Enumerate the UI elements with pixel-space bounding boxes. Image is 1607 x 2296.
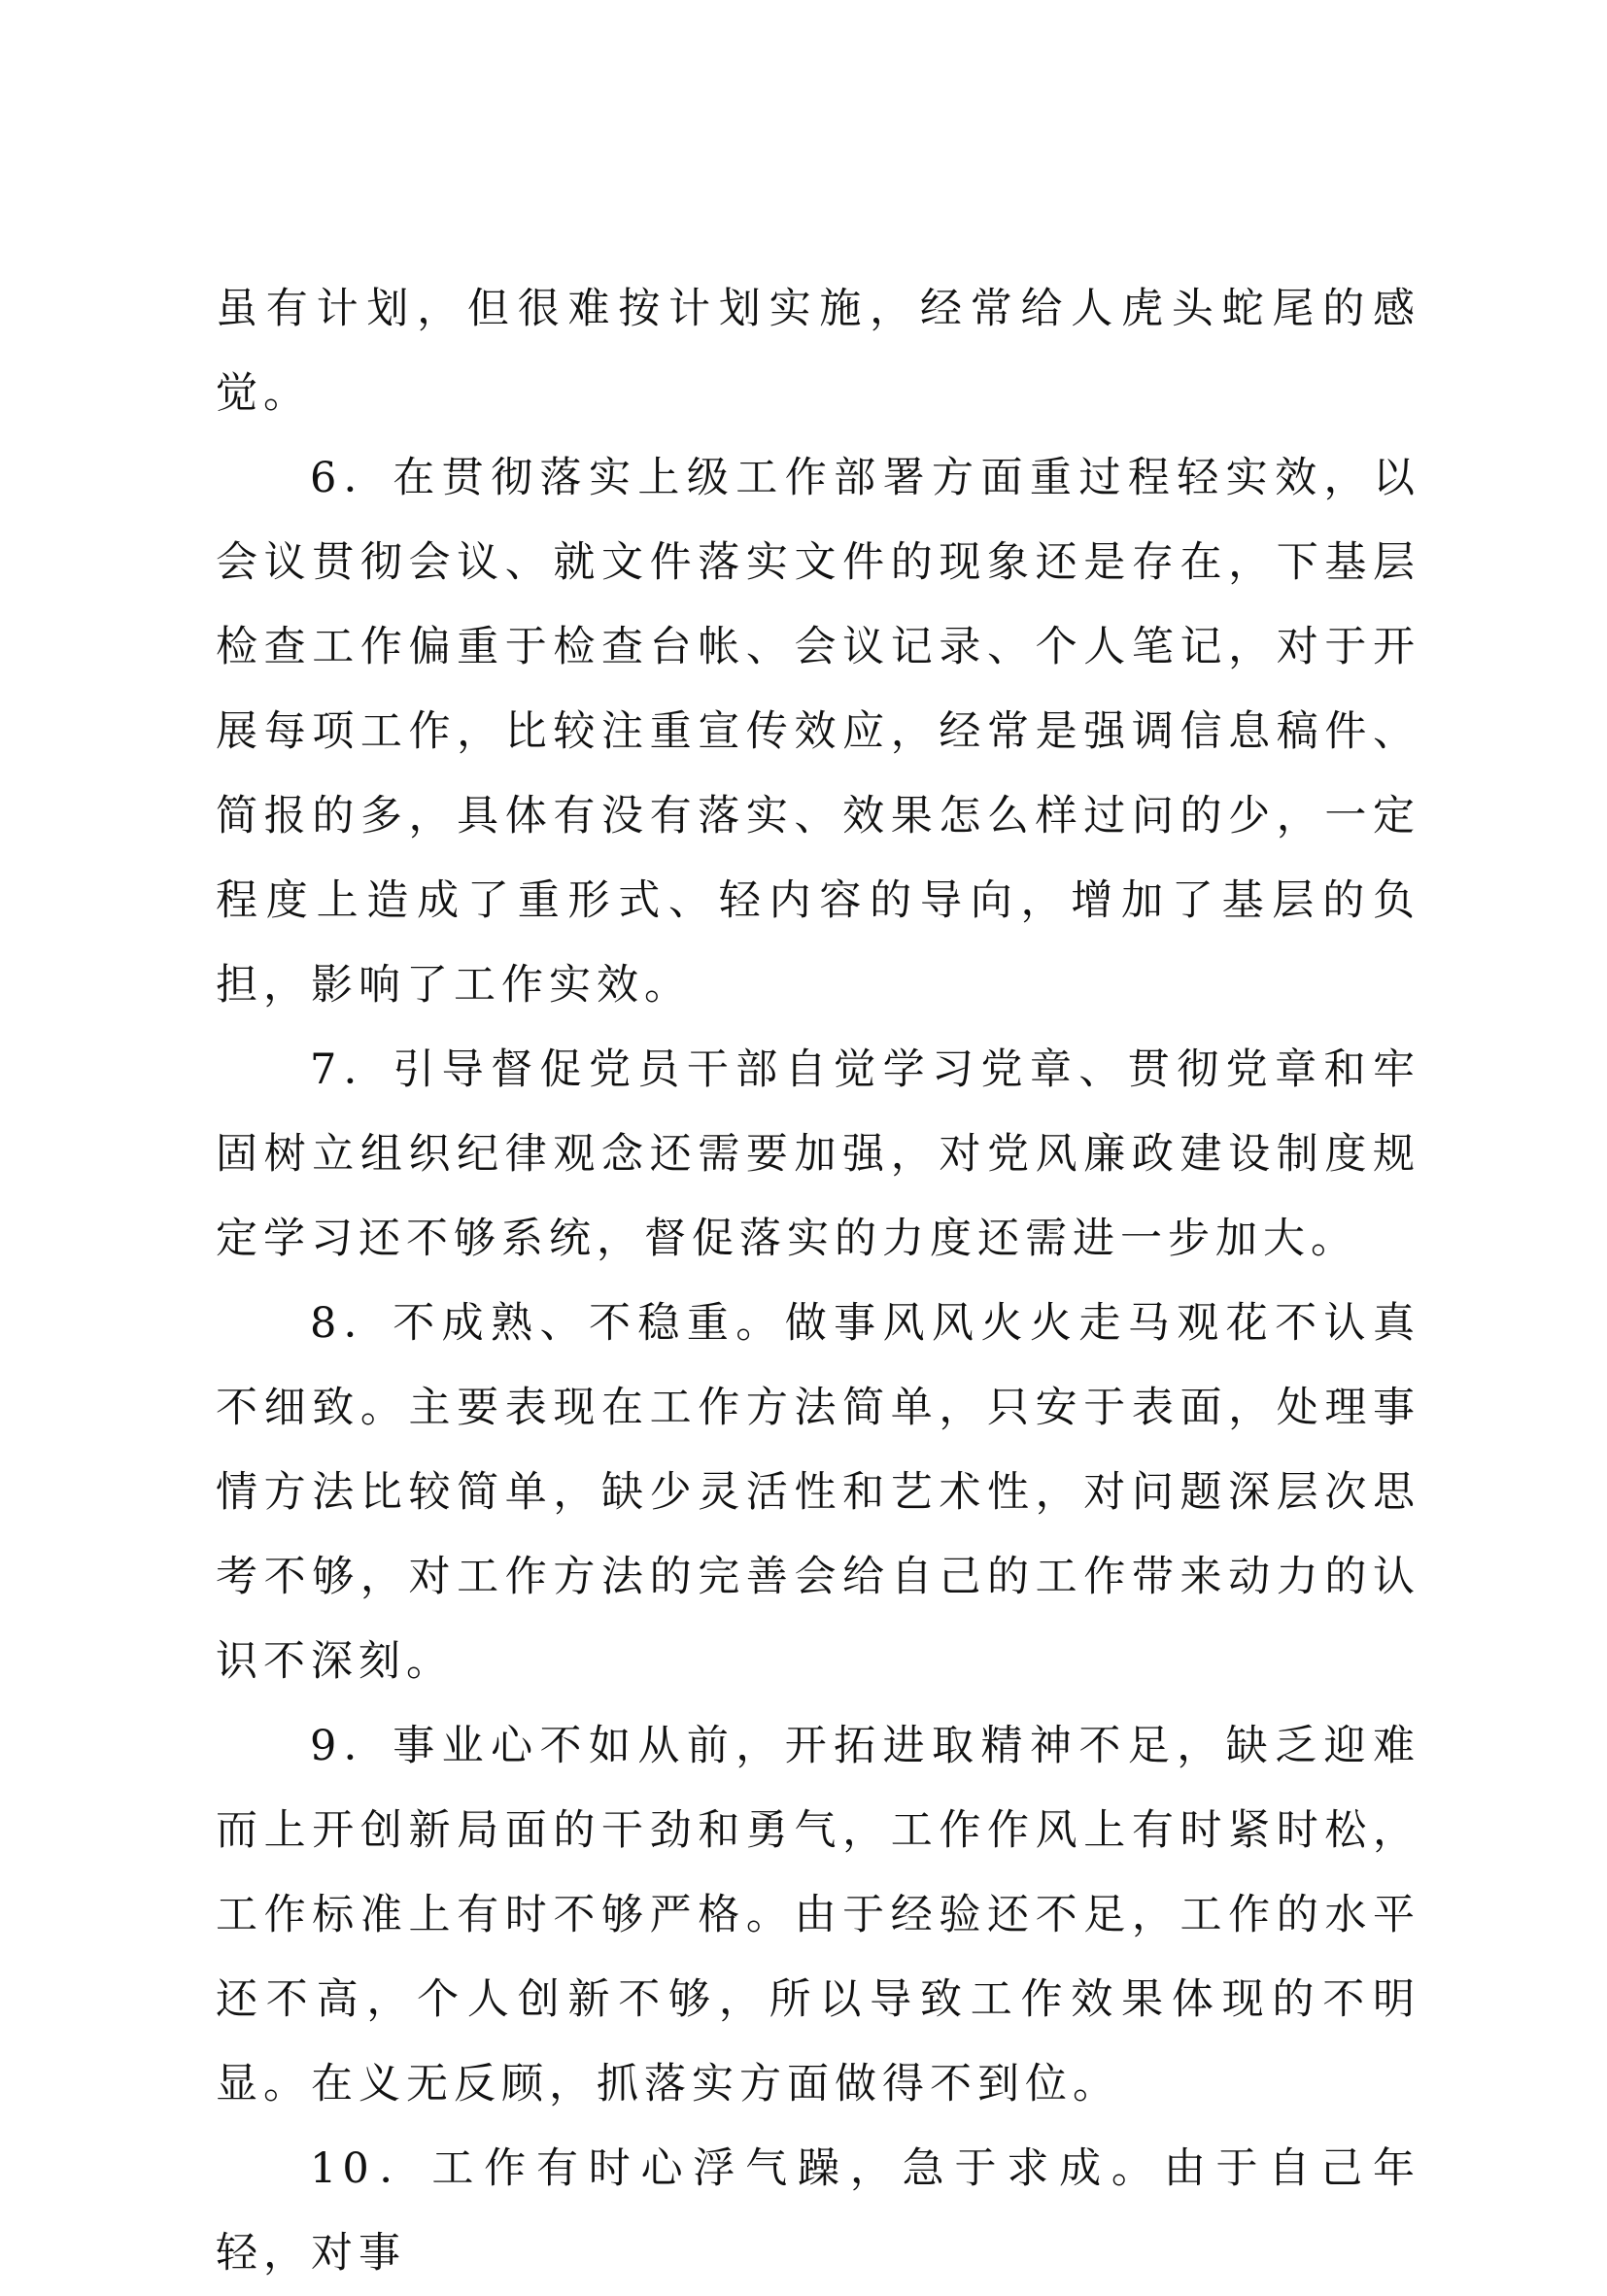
- document-body: [216, 267, 1420, 2296]
- paragraph-continuation: 虽有计划，但很难按计划实施，经常给人虎头蛇尾的感觉。: [216, 285, 1420, 418]
- paragraph-item-6: 6．在贯彻落实上级工作部署方面重过程轻实效，以会议贯彻会议、就文件落实文件的现象还是存在，下基层检查工作偏重于检查台帐、会议记录、个人笔记，对于开展每项工作，比较注重宣传效应，经常是强调信息稿件、简报的多，具体有没有落实、效果怎么样过问的少，一定程度上造成了重形式、轻内容的导向，增加了基层的负担，影响了工作实效。: [216, 454, 1420, 1010]
- paragraph-item-10: 10．工作有时心浮气躁，急于求成。由于自己年轻，对事: [216, 2144, 1420, 2278]
- paragraph-item-8: 8．不成熟、不稳重。做事风风火火走马观花不认真不细致。主要表现在工作方法简单，只安于表面，处理事情方法比较简单，缺少灵活性和艺术性，对问题深层次思考不够，对工作方法的完善会给自己的工作带来动力的认识不深刻。: [216, 1299, 1420, 1686]
- paragraph-item-7: 7．引导督促党员干部自觉学习党章、贯彻党章和牢固树立组织纪律观念还需要加强，对党风廉政建设制度规定学习还不够系统，督促落实的力度还需进一步加大。: [216, 1045, 1420, 1263]
- paragraph-item-9: 9．事业心不如从前，开拓进取精神不足，缺乏迎难而上开创新局面的干劲和勇气，工作作风上有时紧时松，工作标准上有时不够严格。由于经验还不足，工作的水平还不高，个人创新不够，所以导致工作效果体现的不明显。在义无反顾，抓落实方面做得不到位。: [216, 1722, 1420, 2108]
